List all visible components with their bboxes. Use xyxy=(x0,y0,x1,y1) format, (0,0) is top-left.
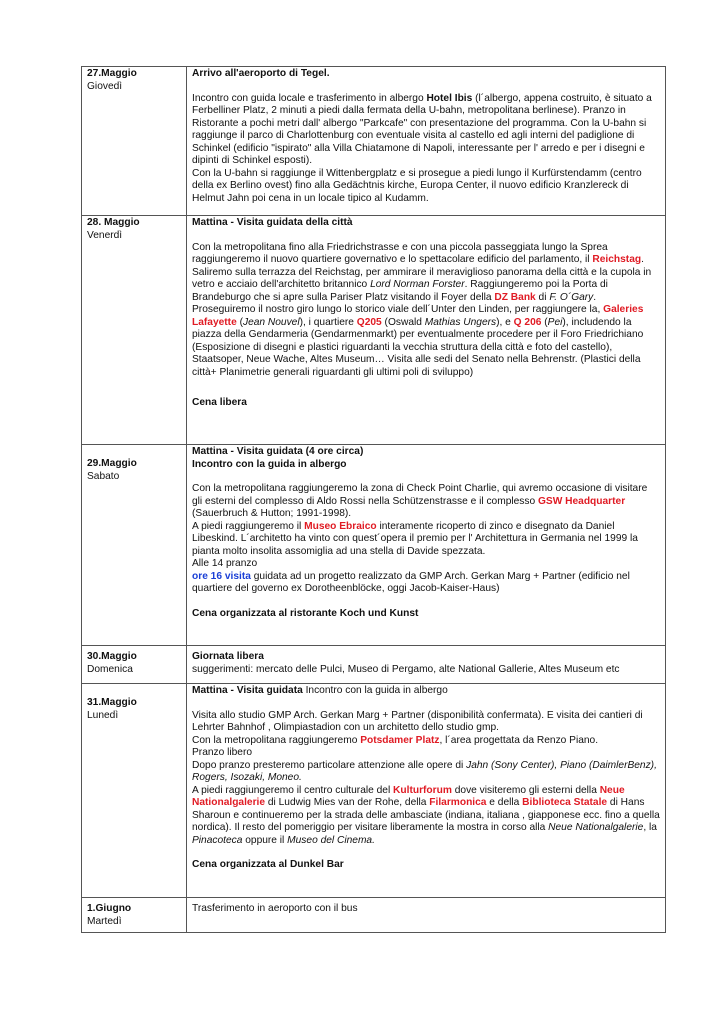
architect-name: Lord Norman Forster xyxy=(370,279,465,290)
program-cell xyxy=(187,445,666,646)
text-span: guidata ad un progetto realizzato da GMP Arch. Gerkan Marg + Partner (edificio nel quartiere del governo ex Dorotheenblöcke, oggi Jacob-Kaiser-Haus) xyxy=(192,570,630,594)
program-text: suggerimenti: mercato delle Pulci, Museo di Pergamo, alte National Gallerie, Altes Museum etc xyxy=(192,663,620,675)
day-weekday: Domenica xyxy=(87,663,133,675)
program-cell xyxy=(187,684,666,898)
day-row-29-maggio xyxy=(82,445,666,646)
day-row-31-maggio xyxy=(82,684,666,898)
program-text xyxy=(192,571,660,596)
program-title xyxy=(192,685,660,698)
highlight-place: Galeries Lafayette xyxy=(192,304,644,328)
highlight-place: Biblioteca Statale xyxy=(522,797,608,808)
text-span: Incontro con guida locale e trasferimento in albergo xyxy=(192,92,427,104)
architect-name: Pei xyxy=(547,316,563,328)
program-cell xyxy=(187,898,666,933)
program-subtitle: Incontro con la guida in albergo xyxy=(192,458,347,470)
program-text xyxy=(192,521,660,559)
day-date: 28. Maggio xyxy=(87,217,140,228)
program-text xyxy=(192,760,660,785)
text-span: Con la metropolitana fino alla Friedrichstrasse e con una piccola passeggiata lungo la Sprea raggiungeremo il nuovo quartiere governativo e lo spettacolare edificio del parlamento, il xyxy=(192,241,608,265)
program-text xyxy=(192,735,660,748)
architect-name: Mathias Ungers xyxy=(424,316,497,328)
day-weekday: Martedì xyxy=(87,915,122,927)
highlight-place: Kulturforum xyxy=(393,784,452,796)
day-date: 27.Maggio xyxy=(87,68,137,79)
day-weekday: Venerdì xyxy=(87,229,123,241)
program-text: Visita allo studio GMP Arch. Gerkan Marg + Partner (disponibilità confermata). E visita dei cantieri di Lehrter Bahnhof , Olimpiastadion con un architetto dello studio gmp. xyxy=(192,709,643,733)
date-cell xyxy=(82,445,187,646)
program-cell xyxy=(187,67,666,216)
program-cell xyxy=(187,646,666,684)
dinner-note: Cena organizzata al Dunkel Bar xyxy=(192,859,344,870)
program-text: Alle 14 pranzo xyxy=(192,558,258,569)
text-span: dove visiteremo gli esterni della xyxy=(451,784,600,796)
program-text xyxy=(192,785,660,848)
title-bold: Mattina - Visita guidata xyxy=(192,685,303,696)
itinerary-table xyxy=(81,66,666,933)
text-span: ( xyxy=(541,316,548,328)
program-text xyxy=(192,483,660,521)
program-title: Giornata libera xyxy=(192,651,264,662)
text-span: di Ludwig Mies van der Rohe, della xyxy=(265,797,430,808)
program-text xyxy=(192,93,660,168)
program-text: Con la U-bahn si raggiunge il Wittenbergplatz e si prosegue a piedi lungo il Kurfürstendamm (centro della ex Berlino ovest) fino alla Gedächtnis kirche, Europa Center, il nuovo edificio Kranzlereck di Helmut Jahn poi cena in un locale tipico al Kudamm. xyxy=(192,167,642,204)
text-span: . Saliremo sulla terrazza del Reichstag, per ammirare il meraviglioso panorama della città e la cupola in vetro e acciaio dell'architetto britannico xyxy=(192,254,652,290)
highlight-place: Filarmonica xyxy=(429,797,487,808)
highlight-place: Q 206 xyxy=(513,316,542,328)
text-span: (l´albergo, appena costruito, è situato a Ferbelliner Platz, 2 minuti a piedi dalla fermata della U-bahn, metropolitana berlinese). Pranzo in Ristorante a pochi metri dall' albergo "Parkcafe" con presentazione del programma. Con la U-bahn si raggiunge il parco di Charlottenburg con eventuale visita al castello ed agli interni del padiglione di Schinkel (edificio "ispirato" alla Villa Chiatamone di Napoli, interessante per l' arredo e per i disegni e dipinti di Schinkel esposti). xyxy=(192,92,652,166)
text-span: (Sauerbruch & Hutton; 1991-1998). xyxy=(192,508,352,519)
program-text xyxy=(192,242,660,380)
text-span: . Raggiungeremo poi la Porta di Brandeburgo che si apre sulla Pariser Platz visitando il Foyer della xyxy=(192,279,608,303)
day-date: 30.Maggio xyxy=(87,651,137,662)
text-span: ), includendo la piazza della Gendarmeria (Gendarmenmarkt) per eventualmente procedere per il Foro Friedrichiano (Esposizione di disegni e plastici riguardanti la vecchia struttura della città e foto del castello), Staatsoper, Neue Wache, Altes Museum… Visita alle sedi del Senato nella Behrenstr. (Plastici della città+ Planimetrie generali riguardanti gli ultimi poli di sviluppo) xyxy=(192,316,644,378)
text-span: ), i quartiere xyxy=(299,316,357,328)
dinner-note: Cena libera xyxy=(192,397,247,408)
day-weekday: Lunedì xyxy=(87,709,119,721)
day-row-30-maggio xyxy=(82,646,666,684)
text-span: A piedi raggiungeremo il centro culturale del xyxy=(192,784,394,796)
text-span: , l´area progettata da Renzo Piano. xyxy=(439,734,599,746)
museum-name: Pinacoteca xyxy=(192,834,243,846)
text-span: Con la metropolitana raggiungeremo xyxy=(192,734,361,746)
program-title: Mattina - Visita guidata (4 ore circa) xyxy=(192,446,364,457)
text-span: A piedi raggiungeremo il xyxy=(192,520,305,532)
date-cell xyxy=(82,216,187,445)
dinner-note: Cena organizzata al ristorante Koch und Kunst xyxy=(192,607,419,619)
program-cell xyxy=(187,216,666,445)
highlight-place: DZ Bank xyxy=(494,291,536,303)
highlight-place: Reichstag xyxy=(592,254,642,265)
date-cell xyxy=(82,684,187,898)
date-cell xyxy=(82,646,187,684)
date-cell xyxy=(82,898,187,933)
day-row-1-giugno xyxy=(82,898,666,933)
museum-name: Museo del Cinema. xyxy=(287,834,375,846)
day-row-28-maggio xyxy=(82,216,666,445)
architect-name: F. O´Gary xyxy=(549,291,594,303)
text-span: interamente ricoperto di zinco e disegnato da Daniel Libeskind. L´architetto ha vinto con quest´opera il premio per l' Architettura in Germania nel 1999 la pianta molto insolita assomiglia ad una stella di Davide spezzata. xyxy=(192,520,638,557)
text-span: oppure il xyxy=(242,834,288,846)
text-span: . Proseguiremo il nostro giro lungo lo storico viale dell´Unter den Linden, per raggiungere la, xyxy=(192,291,604,315)
day-weekday: Giovedì xyxy=(87,80,123,92)
text-span: Con la metropolitana raggiungeremo la zona di Check Point Charlie, qui avremo occasione di visitare gli esterni del complesso di Aldo Rossi nella Schützenstrasse e il complesso xyxy=(192,483,648,507)
architect-list: Jahn (Sony Center), Piano (DaimlerBenz), Rogers, Isozaki, Moneo. xyxy=(192,759,657,783)
highlight-place: Q205 xyxy=(356,316,382,328)
highlight-place: Neue Nationalgalerie xyxy=(192,784,625,808)
text-span: e della xyxy=(486,797,523,808)
text-span: Incontro con la guida in albergo xyxy=(302,685,448,696)
date-cell xyxy=(82,67,187,216)
day-row-27-maggio xyxy=(82,67,666,216)
text-span: (Oswald xyxy=(381,316,425,328)
text-span: ), e xyxy=(496,316,514,328)
day-date: 29.Maggio xyxy=(87,458,137,469)
day-date: 31.Maggio xyxy=(87,697,137,708)
text-span: Dopo pranzo presteremo particolare attenzione alle opere di xyxy=(192,759,467,771)
program-text: Trasferimento in aeroporto con il bus xyxy=(192,903,358,914)
day-date: 1.Giugno xyxy=(87,903,132,914)
program-title: Mattina - Visita guidata della città xyxy=(192,217,353,228)
day-weekday: Sabato xyxy=(87,470,120,482)
museum-name: Neue Nationalgalerie xyxy=(548,822,644,833)
hotel-name: Hotel Ibis xyxy=(426,92,473,104)
visit-time: ore 16 visita xyxy=(192,570,251,582)
text-span: ( xyxy=(236,316,243,328)
highlight-place: Museo Ebraico xyxy=(304,520,377,532)
architect-name: Jean Nouvel xyxy=(242,316,300,328)
highlight-place: GSW Headquarter xyxy=(537,495,626,507)
text-span: , la xyxy=(643,822,657,833)
highlight-place: Potsdamer Platz xyxy=(360,734,440,746)
program-text: Pranzo libero xyxy=(192,747,253,758)
program-title: Arrivo all'aeroporto di Tegel. xyxy=(192,68,330,79)
text-span: di xyxy=(535,291,550,303)
text-span: di Hans Sharoun e continueremo per la strada delle ambasciate (indiana, italiana , giapponese ecc. fino a quella nordica). Il resto del pomeriggio per visitare liberamente la mostra in corso alla xyxy=(192,797,660,833)
